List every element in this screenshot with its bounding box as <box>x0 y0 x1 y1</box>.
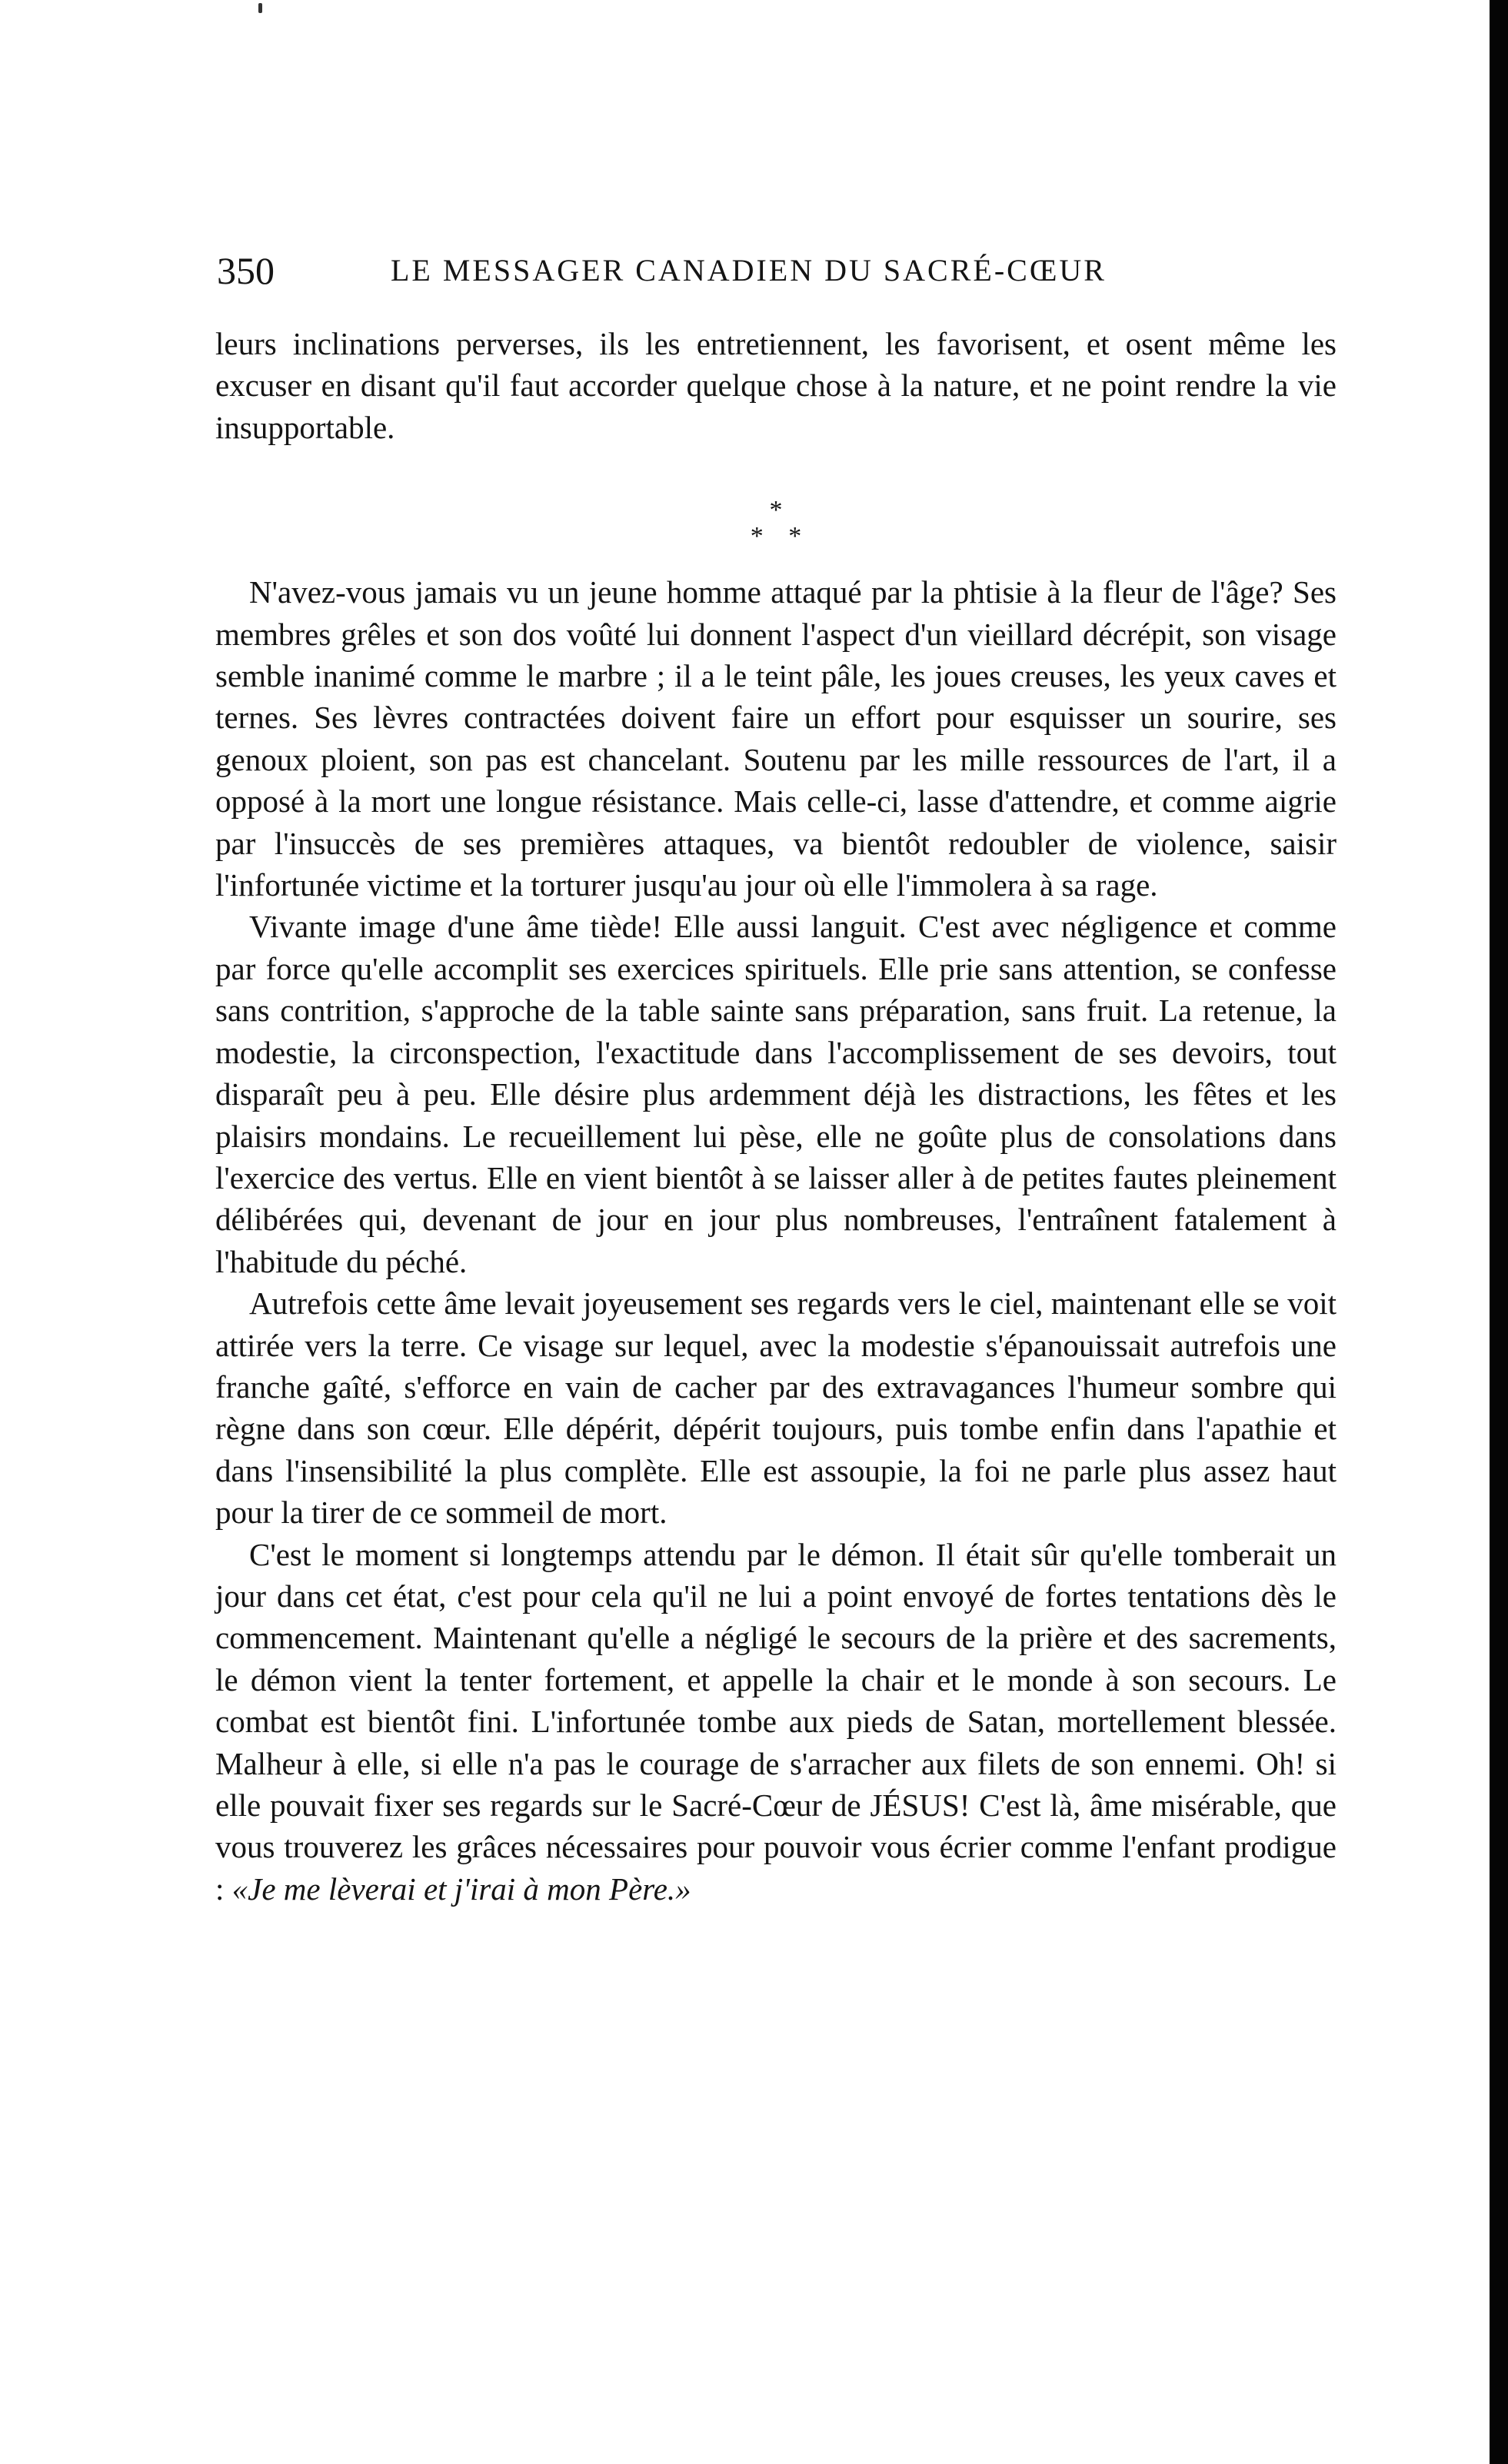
text-body <box>215 323 1337 1910</box>
asterism-divider <box>215 448 1337 571</box>
paragraph-5-text: C'est le moment si longtemps attendu par le démon. Il était sûr qu'elle tomberait un jour dans cet état, c'est pour cela qu'il ne lui a point envoyé de fortes tentations dès le commencement. Maintenant qu'elle a négligé le secours de la prière et des sacrements, le démon vient la tenter fortement, et appelle la chair et le monde à son secours. Le combat est bientôt fini. L'infortunée tombe aux pieds de Satan, mortellement blessée. Malheur à elle, si elle n'a pas le courage de s'arracher aux filets de son ennemi. Oh! si elle pouvait fixer ses regards sur le Sacré-Cœur de JÉSUS! C'est là, âme misérable, que vous trouverez les grâces nécessaires pour pouvoir vous écrier comme l'enfant prodigue : <box>215 1536 1337 1907</box>
page-header <box>209 240 1347 301</box>
paragraph-3: Vivante image d'une âme tiède! Elle aussi languit. C'est avec négligence et comme par force qu'elle accomplit ses exercices spirituels. Elle prie sans attention, se confesse sans contrition, s'approche de la table sainte sans préparation, sans fruit. La retenue, la modestie, la circonspection, l'exactitude dans l'accomplissement de ses devoirs, tout disparaît peu à peu. Elle désire plus ardemment déjà les distractions, les fêtes et les plaisirs mondains. Le recueillement lui pèse, elle ne goûte plus de consolations dans l'exercice des vertus. Elle en vient bientôt à se laisser aller à de petites fautes pleinement délibérées qui, devenant de jour en jour plus nombreuses, l'entraînent fatalement à l'habitude du péché. <box>215 909 1337 1279</box>
asterism-top: * <box>769 496 783 525</box>
paragraph-1: leurs inclinations perverses, ils les entretiennent, les favorisent, et osent même les excuser en disant qu'il faut accorder quelque chose à la nature, et ne point rendre la vie insupportable. <box>215 326 1337 445</box>
paragraph-2: N'avez-vous jamais vu un jeune homme attaqué par la phtisie à la fleur de l'âge? Ses membres grêles et son dos voûté lui donnent l'aspect d'un vieillard décrépit, son visage semble inanimé comme le marbre ; il a le teint pâle, les joues creuses, les yeux caves et ternes. Ses lèvres contractées doivent faire un effort pour esquisser un sourire, ses genoux ploient, son pas est chancelant. Soutenu par les mille ressources de l'art, il a opposé à la mort une longue résistance. Mais celle-ci, lasse d'attendre, et comme aigrie par l'insuccès de ses premières attaques, va bientôt redoubler de violence, saisir l'infortunée victime et la torturer jusqu'au jour où elle l'immolera à sa rage. <box>215 574 1337 903</box>
page-edge-shadow <box>1490 0 1508 2464</box>
running-title: LE MESSAGER CANADIEN DU SACRÉ-CŒUR <box>391 253 1107 288</box>
ink-speck <box>258 3 262 13</box>
asterism-bottom: * * <box>750 522 811 551</box>
paragraph-5 <box>215 1534 1337 1910</box>
closing-quote: «Je me lèverai et j'irai à mon Père.» <box>231 1870 691 1907</box>
paragraph-4: Autrefois cette âme levait joyeusement ses regards vers le ciel, maintenant elle se voit attirée vers la terre. Ce visage sur lequel, avec la modestie s'épanouissait autrefois une franche gaîté, s'efforce en vain de cacher par des extravagances l'humeur sombre qui règne dans son cœur. Elle dépérit, dépérit toujours, puis tombe enfin dans l'apathie et dans l'insensibilité la plus complète. Elle est assoupie, la foi ne parle plus assez haut pour la tirer de ce sommeil de mort. <box>215 1285 1337 1531</box>
page-number: 350 <box>217 249 275 292</box>
